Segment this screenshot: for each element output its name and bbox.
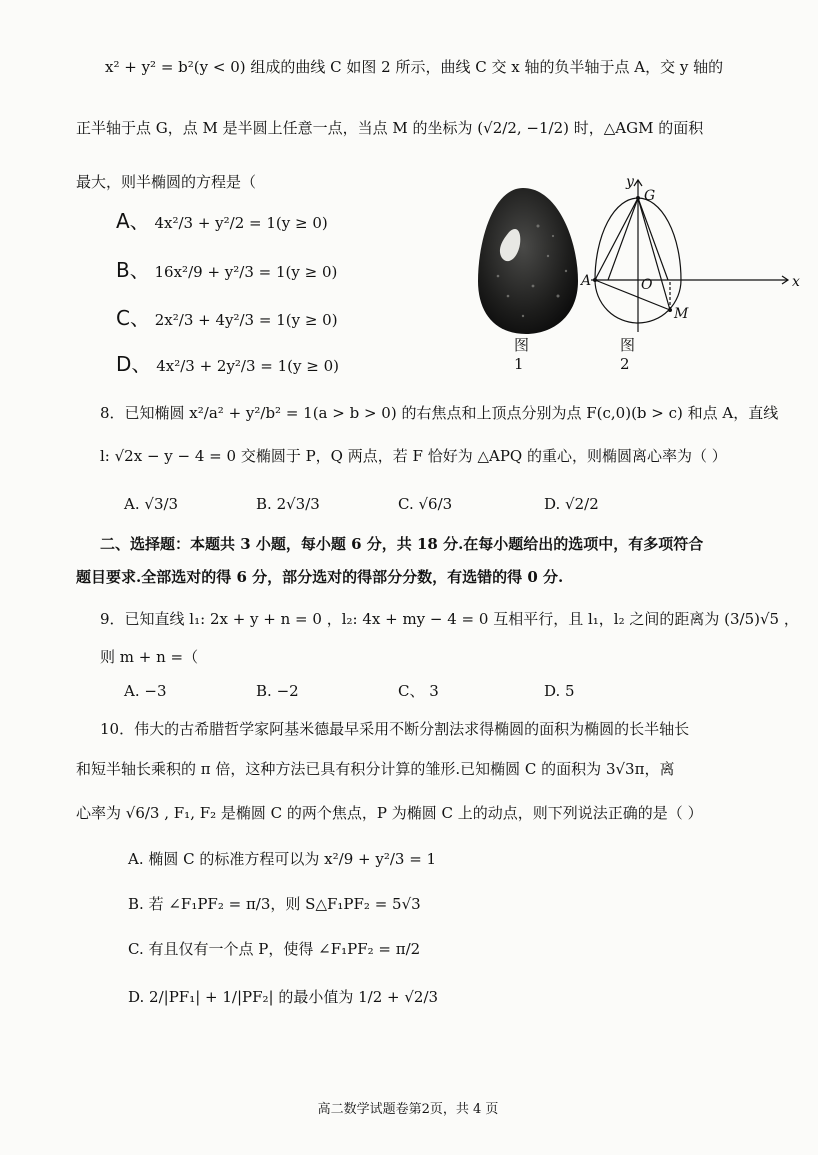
q7-option-b <box>116 259 337 283</box>
q8-option-a-label: A. <box>124 495 140 513</box>
q8-option-a <box>124 493 178 515</box>
q10-option-d-text: 2/|PF₁| + 1/|PF₂| 的最小值为 1/2 + √2/3 <box>149 988 439 1006</box>
q10-line-2: 和短半轴长乘积的 π 倍，这种方法已具有积分计算的雏形.已知椭圆 C 的面积为 3√3π，离 <box>76 760 675 778</box>
q9-option-a-text: −3 <box>144 682 167 700</box>
q9-option-a-label: A. <box>124 682 140 700</box>
q8-option-c-text: √6/3 <box>418 495 453 513</box>
q10-option-a-label: A. <box>128 850 144 868</box>
q7-option-c-label: C、 <box>116 306 150 330</box>
q10-option-b-text: 若 ∠F₁PF₂ = π/3，则 S△F₁PF₂ = 5√3 <box>148 895 421 913</box>
q10-option-c-text: 有且仅有一个点 P，使得 ∠F₁PF₂ = π/2 <box>148 940 421 958</box>
q8-option-b <box>256 493 320 515</box>
q9-option-c-label: C、 <box>398 682 425 700</box>
q7-line-3: 最大，则半椭圆的方程是（ <box>76 173 257 191</box>
q9-option-b-text: −2 <box>276 682 299 700</box>
label-o: O <box>641 277 653 293</box>
q7-option-b-text: 16x²/9 + y²/3 = 1(y ≥ 0) <box>154 263 338 281</box>
q10-line-3: 心率为 √6/3 , F₁, F₂ 是椭圆 C 的两个焦点，P 为椭圆 C 上的动点，则下列说法正确的是（ ） <box>76 804 703 822</box>
label-a: A <box>581 273 592 289</box>
q7-line-2: 正半轴于点 G，点 M 是半圆上任意一点，当点 M 的坐标为 (√2/2, −1/2) 时，△AGM 的面积 <box>76 119 704 137</box>
figure-1-caption: 图1 <box>514 336 530 373</box>
q7-line-1: x² + y² = b²(y < 0) 组成的曲线 C 如图 2 所示，曲线 C 交 x 轴的负半轴于点 A，交 y 轴的 <box>105 58 724 76</box>
q9-option-a <box>124 680 167 702</box>
q9-option-c-text: 3 <box>429 682 439 700</box>
q8-option-b-label: B. <box>256 495 272 513</box>
q8-option-c <box>398 493 452 515</box>
label-y: y <box>626 174 634 190</box>
page-footer: 高二数学试题卷第2页，共 4 页 <box>317 1102 499 1117</box>
q7-option-d-text: 4x²/3 + 2y²/3 = 1(y ≥ 0) <box>156 357 340 375</box>
label-g: G <box>644 188 656 204</box>
q7-option-b-label: B、 <box>116 258 150 282</box>
q10-option-b <box>128 893 421 915</box>
q9-option-d-text: 5 <box>565 682 575 700</box>
q10-option-a-text: 椭圆 C 的标准方程可以为 x²/9 + y²/3 = 1 <box>148 850 437 868</box>
q10-option-a <box>128 848 436 870</box>
q9-option-d-label: D. <box>544 682 561 700</box>
figure-2-diagram <box>581 172 818 342</box>
q7-option-d-label: D、 <box>116 352 152 376</box>
q7-option-a-text: 4x²/3 + y²/2 = 1(y ≥ 0) <box>154 214 328 232</box>
section-2-instructions: 题目要求.全部选对的得 6 分，部分选对的得部分分数，有选错的得 0 分. <box>76 568 564 586</box>
q9-option-c <box>398 680 439 702</box>
q9-option-d <box>544 680 575 702</box>
q9-option-b-label: B. <box>256 682 272 700</box>
label-x: x <box>792 274 800 290</box>
q8-option-a-text: √3/3 <box>144 495 179 513</box>
q9-line-2: 则 m + n =（ <box>100 648 199 666</box>
q8-option-d-text: √2/2 <box>565 495 599 513</box>
q8-option-c-label: C. <box>398 495 414 513</box>
q7-option-c-text: 2x²/3 + 4y²/3 = 1(y ≥ 0) <box>154 311 338 329</box>
q10-option-c-label: C. <box>128 940 144 958</box>
figure-2-caption: 图2 <box>620 336 636 373</box>
q8-line-1: 8．已知椭圆 x²/a² + y²/b² = 1(a > b > 0) 的右焦点和上顶点分别为点 F(c,0)(b > c) 和点 A，直线 <box>100 404 779 422</box>
q8-option-b-text: 2√3/3 <box>276 495 320 513</box>
q7-option-a <box>116 210 328 234</box>
q10-option-b-label: B. <box>128 895 144 913</box>
q10-option-c <box>128 938 420 960</box>
q7-option-a-label: A、 <box>116 209 150 233</box>
q8-option-d-label: D. <box>544 495 561 513</box>
q9-line-1: 9．已知直线 l₁: 2x + y + n = 0 ，l₂: 4x + my − 4 = 0 互相平行，且 l₁，l₂ 之间的距离为 (3/5)√5 ， <box>100 610 799 628</box>
q10-option-d <box>128 986 438 1008</box>
q7-option-d <box>116 353 339 377</box>
q7-option-c <box>116 307 338 331</box>
q10-option-d-label: D. <box>128 988 145 1006</box>
q10-line-1: 10．伟大的古希腊哲学家阿基米德最早采用不断分割法求得椭圆的面积为椭圆的长半轴长 <box>100 720 690 738</box>
q9-option-b <box>256 680 299 702</box>
q8-line-2: l: √2x − y − 4 = 0 交椭圆于 P，Q 两点，若 F 恰好为 △APQ 的重心，则椭圆离心率为（ ） <box>100 447 727 465</box>
section-2-heading: 二、选择题：本题共 3 小题，每小题 6 分，共 18 分.在每小题给出的选项中，有多项符合 <box>100 535 704 553</box>
label-m: M <box>674 306 689 322</box>
q8-option-d <box>544 493 599 515</box>
